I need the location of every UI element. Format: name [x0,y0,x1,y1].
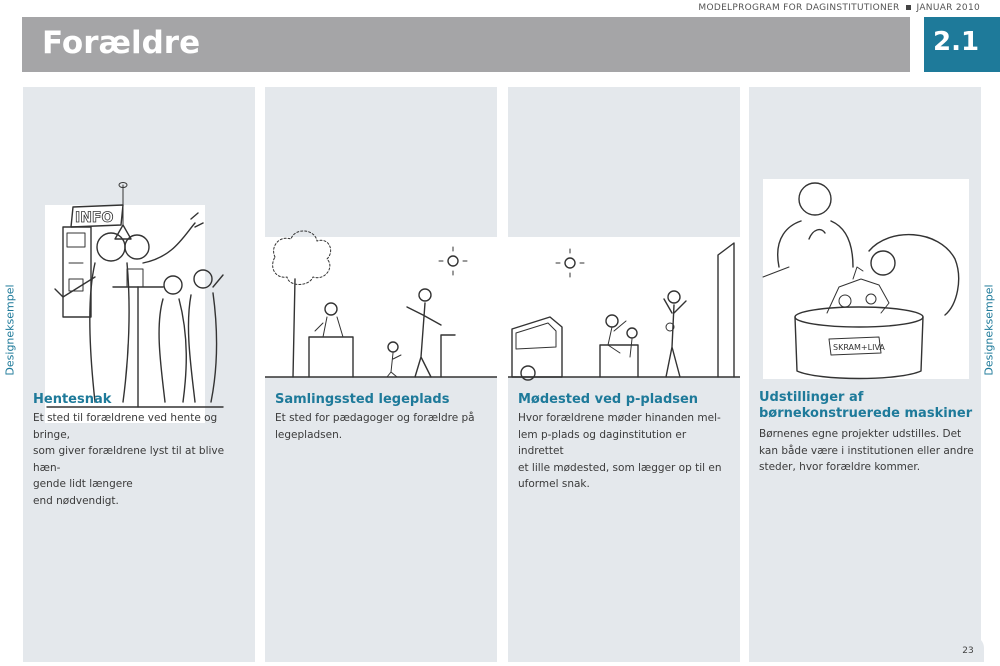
page-title: Forældre [42,25,201,61]
chapter-number: 2.1 [933,27,980,57]
sign-skram-liva: SKRAM+LIVA [833,343,885,352]
card-samlingssted [265,87,497,662]
series-title: MODELPROGRAM FOR DAGINSTITUTIONER [698,3,900,13]
side-label-left: Designeksempel [3,284,17,376]
card-body: Børnenes egne projekter udstilles. Det kan både være i institutionen eller andre steder, hvor forældre kommer. [759,428,974,473]
issue-date: JANUAR 2010 [916,3,980,13]
sign-info: INFO [75,210,114,226]
chapter-badge [924,17,1000,72]
page-number: 23 [952,636,984,662]
card-title: Hentesnak [33,392,112,407]
card-moedested [508,87,740,662]
running-header [698,3,980,13]
card-title: Mødested ved p-pladsen [518,392,699,407]
card-title: Udstillinger af børnekonstruerede maskiner [759,390,973,421]
card-hentesnak [23,87,255,662]
separator-square [906,5,911,10]
card-title: Samlingssted legeplads [275,392,450,407]
card-body: Et sted til forældrene ved hente og bringe, som giver forældrene lyst til at blive hæn- gende lidt længere end nødvendigt. [33,412,225,507]
card-body: Et sted for pædagoger og forældre på legepladsen. [275,412,475,441]
card-body: Hvor forældrene møder hinanden mel- lem p-plads og daginstitution er indrettet et lille mødested, som lægger op til en uformel snak. [518,412,722,490]
sketch-udstillinger [749,167,981,467]
side-label-right: Designeksempel [982,284,996,376]
page-title-bar [22,17,910,72]
card-udstillinger [749,87,981,662]
